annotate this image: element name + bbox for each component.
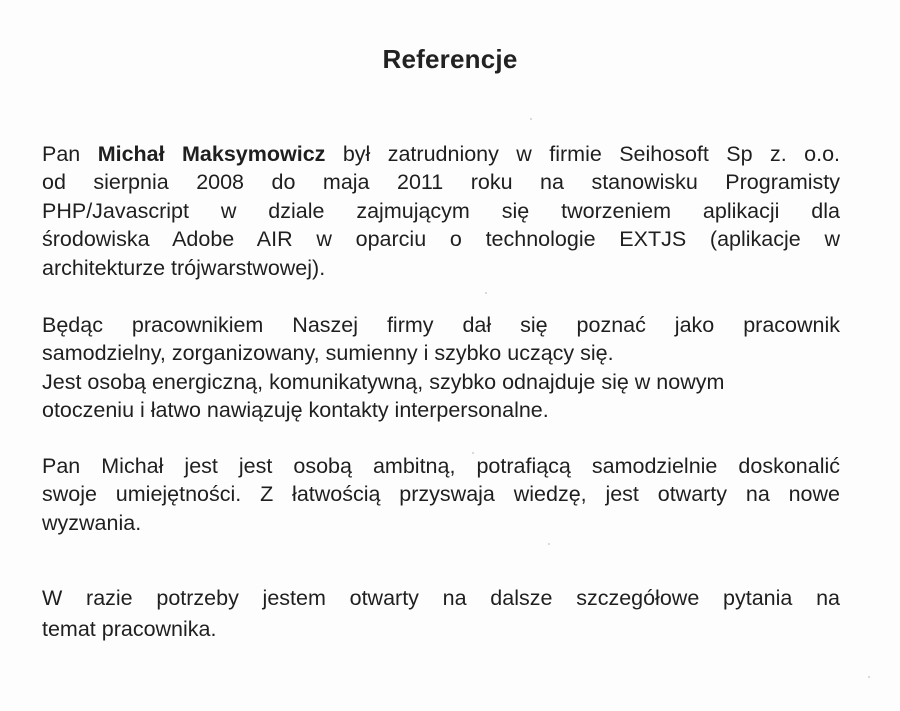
paragraph-line: środowiska Adobe AIR w oparciu o technologie EXTJS (aplikacje w <box>42 227 840 252</box>
paragraph-line: architekturze trójwarstwowej). <box>42 255 326 280</box>
paragraph-line: temat pracownika. <box>42 617 217 641</box>
employee-name: Michał Maksymowicz <box>97 142 326 166</box>
text-prefix: Pan <box>42 142 98 166</box>
document-title: Referencje <box>382 44 518 74</box>
paragraph-line: Będąc pracownikiem Naszej firmy dał się poznać jako pracownik <box>42 313 840 337</box>
paragraph-line: Jest osobą energiczną, komunikatywną, szybko odnajduje się w nowym <box>42 369 725 394</box>
paragraph-line: otoczeniu i łatwo nawiązuję kontakty interpersonalne. <box>42 398 549 423</box>
paragraph-contact <box>42 583 840 645</box>
scan-speck <box>868 676 870 678</box>
text-suffix: był zatrudniony w firmie Seihosoft Sp z. o.o. <box>325 142 840 166</box>
paragraph-line: PHP/Javascript w dziale zajmującym się tworzeniem aplikacji dla <box>42 198 840 223</box>
paragraph-line: Pan Michał jest jest osobą ambitną, potrafiącą samodzielnie doskonalić <box>42 454 840 478</box>
paragraph-line: samodzielny, zorganizowany, sumienny i szybko uczący się. <box>42 341 614 366</box>
paragraph-line: od sierpnia 2008 do maja 2011 roku na stanowisku Programisty <box>42 170 840 195</box>
scan-speck <box>485 292 487 294</box>
paragraph-employment <box>42 140 840 282</box>
paragraph-line: wyzwania. <box>42 510 142 535</box>
scan-speck <box>548 543 550 545</box>
paragraph-qualities <box>42 311 840 425</box>
paragraph-line: swoje umiejętności. Z łatwością przyswaja wiedzę, jest otwarty na nowe <box>42 482 840 507</box>
paragraph-ambition <box>42 452 840 537</box>
scan-speck <box>472 452 474 454</box>
scan-speck <box>530 118 532 120</box>
paragraph-line <box>42 140 840 168</box>
paragraph-line: W razie potrzeby jestem otwarty na dalsze szczegółowe pytania na <box>42 586 840 610</box>
